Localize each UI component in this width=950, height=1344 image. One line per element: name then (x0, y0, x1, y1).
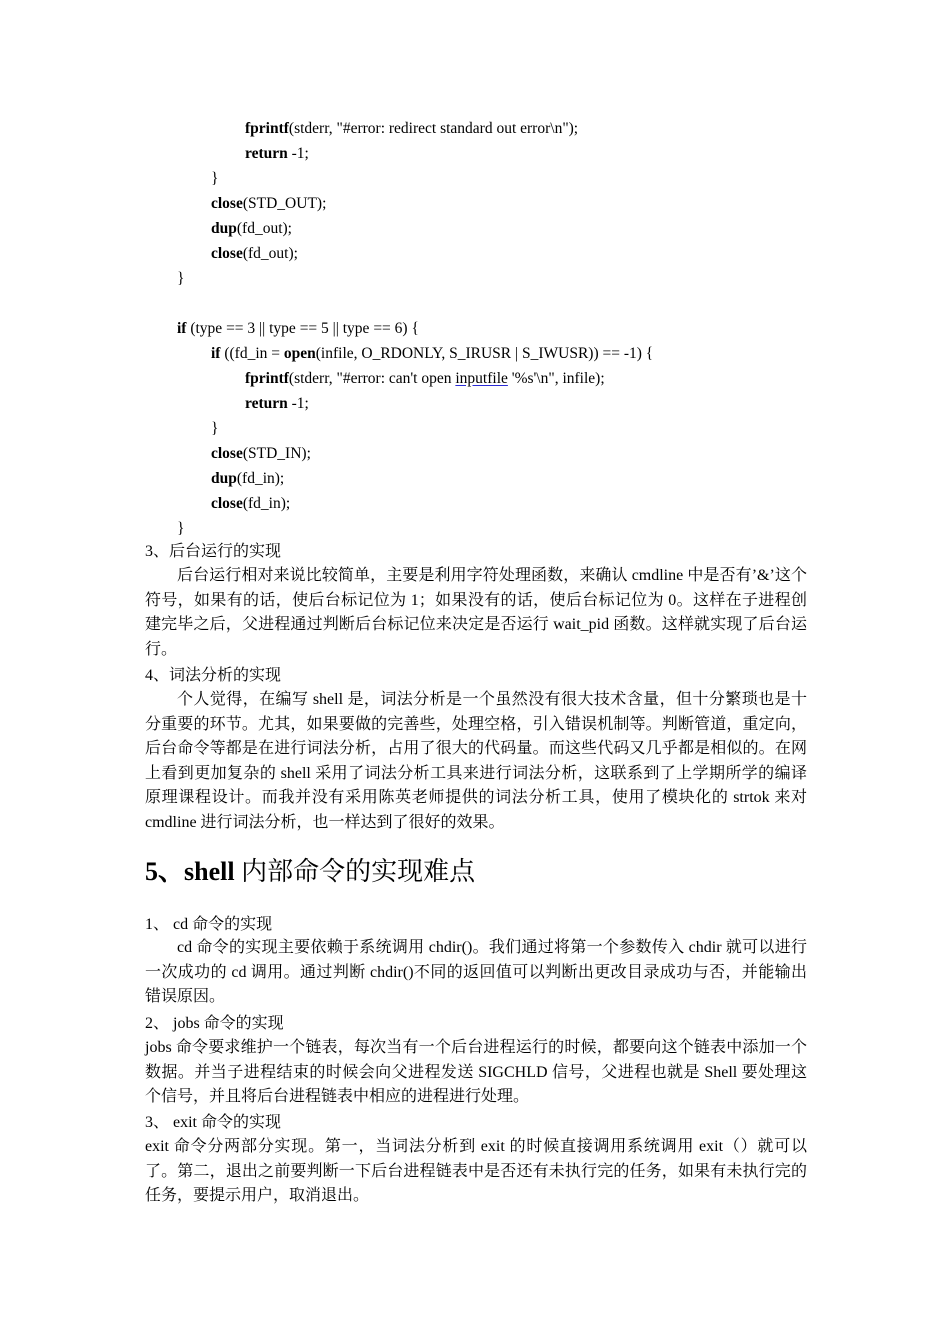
code-line: close(fd_in); (211, 495, 291, 512)
code-line: } (177, 270, 185, 287)
subsection-body-exit: exit 命令分两部分实现。第一，当词法分析到 exit 的时候直接调用系统调用 exit（）就可以了。第二，退出之前要判断一下后台进程链表中是否还有未执行完的任务，如果有未执行完的任务，要提示用户，取消退出。 (145, 1138, 807, 1205)
code-line: close(fd_out); (211, 245, 298, 262)
code-line: if (type == 3 || type == 5 || type == 6) { (177, 320, 419, 337)
code-line: close(STD_IN); (211, 445, 311, 462)
section-body-lexical-analysis: 个人觉得，在编写 shell 是，词法分析是一个虽然没有很大技术含量，但十分繁琐也是十分重要的环节。尤其，如果要做的完善些，处理空格，引入错误机制等。判断管道，重定向，后台命令等都是在进行词法分析，占用了很大的代码量。而这些代码又几乎都是相似的。在网上看到更加复杂的 shell 采用了词法分析工具来进行词法分析，这联系到了上学期所学的编译原理课程设计。而我并没有采用陈英老师提供的词法分析工具，使用了模块化的 strtok 来对 cmdline 进行词法分析，也一样达到了很好的效果。 (145, 691, 807, 831)
function-name: fprintf (245, 120, 289, 137)
section-body-background-run: 后台运行相对来说比较简单，主要是利用字符处理函数，来确认 cmdline 中是否有’&’这个符号，如果有的话，使后台标记位为 1；如果没有的话，使后台标记位为 0。这样在子进程创建完毕之后，父进程通过判断后台标记位来决定是否运行 wait_pid 函数。这样就实现了后台运行。 (145, 567, 807, 658)
code-line: } (177, 520, 185, 537)
section-title-background-run: 3、后台运行的实现 (145, 543, 282, 560)
code-line: close(STD_OUT); (211, 195, 327, 212)
code-line: } (211, 420, 219, 437)
code-line: fprintf(stderr, "#error: redirect standard out error\n"); (245, 120, 579, 137)
spellcheck-underlined-word: inputfile (455, 370, 508, 387)
subsection-title-cd: 1、 cd 命令的实现 (145, 916, 273, 933)
subsection-title-jobs: 2、 jobs 命令的实现 (145, 1015, 284, 1032)
code-line: return -1; (245, 145, 309, 162)
code-line: } (211, 170, 219, 187)
keyword: return (245, 145, 288, 162)
chapter-heading: 5、shell 内部命令的实现难点 (145, 857, 476, 886)
subsection-title-exit: 3、 exit 命令的实现 (145, 1114, 281, 1131)
code-line: dup(fd_in); (211, 470, 285, 487)
subsection-body-cd: cd 命令的实现主要依赖于系统调用 chdir()。我们通过将第一个参数传入 chdir 就可以进行一次成功的 cd 调用。通过判断 chdir()不同的返回值可以判断出更改目录成功与否，并能输出错误原因。 (145, 939, 807, 1006)
section-title-lexical-analysis: 4、词法分析的实现 (145, 667, 282, 684)
subsection-body-jobs: jobs 命令要求维护一个链表，每次当有一个后台进程运行的时候，都要向这个链表中添加一个数据。并当子进程结束的时候会向父进程发送 SIGCHLD 信号，父进程也就是 Shell 要处理这个信号，并且将后台进程链表中相应的进程进行处理。 (145, 1039, 807, 1106)
code-line: fprintf(stderr, "#error: can't open inputfile '%s'\n", infile); (245, 370, 605, 387)
code-line: dup(fd_out); (211, 220, 292, 237)
code-line: return -1; (245, 395, 309, 412)
code-line: if ((fd_in = open(infile, O_RDONLY, S_IRUSR | S_IWUSR)) == -1) { (211, 345, 654, 362)
